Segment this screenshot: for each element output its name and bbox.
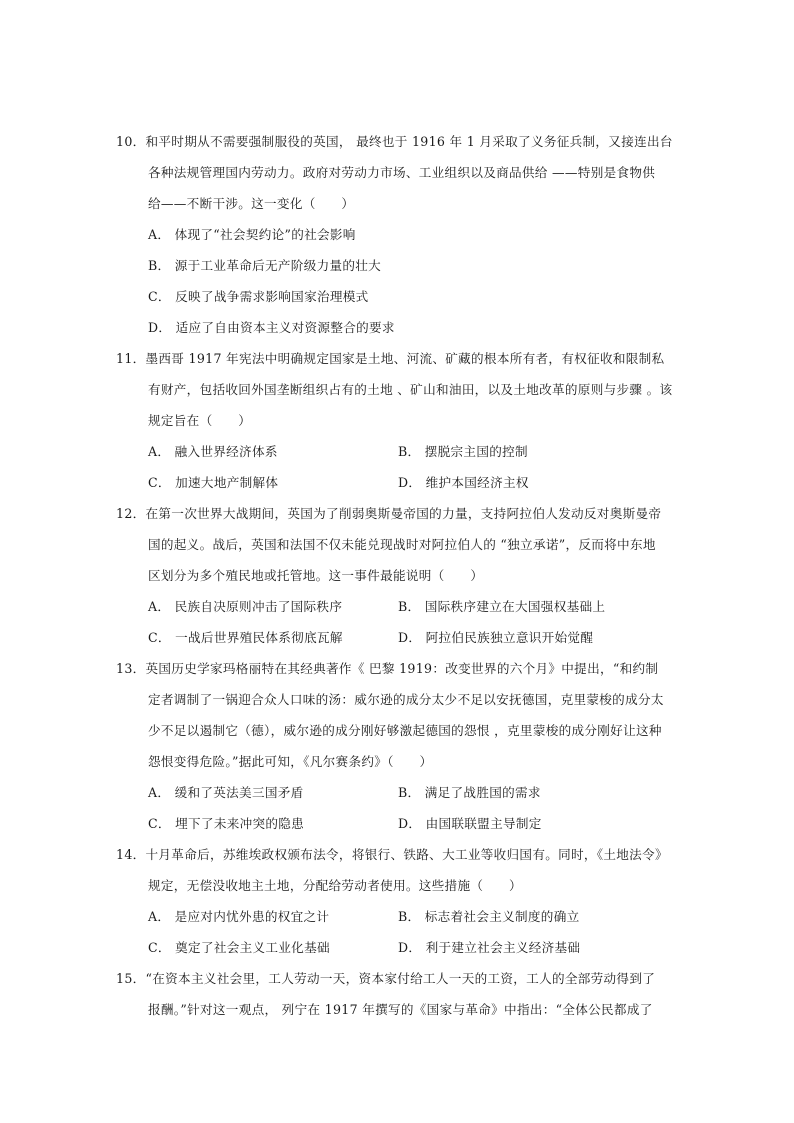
question-14-option-d: D． 利于建立社会主义经济基础: [398, 940, 581, 955]
question-12-option-b: B． 国际秩序建立在大国强权基础上: [398, 599, 606, 614]
question-13-option-b: B． 满足了战胜国的需求: [398, 785, 541, 800]
question-10-line-1: 10．和平时期从不需要强制服役的英国， 最终也于 1916 年 1 月采取了义务征兵制，又接连出台: [116, 134, 673, 149]
question-12-option-d: D． 阿拉伯民族独立意识开始觉醒: [398, 630, 594, 645]
question-13-line-4: 怨恨变得危险。”据此可知，《凡尔赛条约》（ ）: [148, 754, 433, 769]
question-12-line-1: 12．在第一次世界大战期间，英国为了削弱奥斯曼帝国的力量，支持阿拉伯人发动反对奥斯曼帝: [116, 506, 662, 521]
question-12-option-c: C． 一战后世界殖民体系彻底瓦解: [148, 630, 343, 645]
question-13-option-d: D． 由国联联盟主导制定: [398, 816, 542, 831]
question-13-line-1: 13．英国历史学家玛格丽特在其经典著作《 巴黎 1919：改变世界的六个月》中提出，“和约制: [116, 661, 659, 676]
question-10-line-3: 给——不断干涉。这一变化（ ）: [148, 196, 355, 211]
question-12-line-3: 区划分为多个殖民地或托管地。这一事件最能说明（ ）: [148, 568, 484, 583]
question-10-option-b: B． 源于工业革命后无产阶级力量的壮大: [148, 258, 382, 273]
question-10-option-d: D． 适应了自由资本主义对资源整合的要求: [148, 320, 395, 335]
question-11-option-a: A． 融入世界经济体系: [148, 444, 278, 459]
question-10-option-c: C． 反映了战争需求影响国家治理模式: [148, 289, 369, 304]
question-11-line-2: 有财产，包括收回外国垄断组织占有的土地 、矿山和油田，以及土地改革的原则与步骤 。该: [148, 382, 673, 397]
question-11-option-b: B． 摆脱宗主国的控制: [398, 444, 528, 459]
question-13-line-3: 少不足以遏制它（德），威尔逊的成分刚好够激起德国的怨恨 ，克里蒙梭的成分刚好让这种: [148, 723, 662, 738]
question-11-option-c: C． 加速大地产制解体: [148, 475, 279, 490]
question-13-line-2: 定者调制了一锅迎合众人口味的汤：威尔逊的成分太少不足以安抚德国，克里蒙梭的成分太: [148, 692, 664, 707]
question-14-line-1: 14．十月革命后，苏维埃政权颁布法令，将银行、铁路、大工业等收归国有。同时，《土地法令》: [116, 847, 668, 862]
question-11-option-d: D． 维护本国经济主权: [398, 475, 529, 490]
question-10-line-2: 各种法规管理国内劳动力。政府对劳动力市场、工业组织以及商品供给 ——特别是食物供: [148, 165, 656, 180]
question-14-option-b: B． 标志着社会主义制度的确立: [398, 909, 580, 924]
question-12-line-2: 国的起义。战后，英国和法国不仅未能兑现战时对阿拉伯人的 “独立承诺”，反而将中东地: [148, 537, 656, 552]
question-11-line-1: 11．墨西哥 1917 年宪法中明确规定国家是土地、河流、矿藏的根本所有者，有权征收和限制私: [116, 351, 665, 366]
question-14-option-c: C． 奠定了社会主义工业化基础: [148, 940, 330, 955]
question-14-option-a: A． 是应对内忧外患的权宜之计: [148, 909, 330, 924]
question-13-option-c: C． 埋下了未来冲突的隐患: [148, 816, 305, 831]
question-14-line-2: 规定，无偿没收地主土地，分配给劳动者使用。这些措施（ ）: [148, 878, 522, 893]
question-11-line-3: 规定旨在（ ）: [148, 413, 252, 428]
question-13-option-a: A． 缓和了英法美三国矛盾: [148, 785, 304, 800]
question-15-line-1: 15．“在资本主义社会里，工人劳动一天，资本家付给工人一天的工资，工人的全部劳动得到了: [116, 971, 656, 986]
question-12-option-a: A． 民族自决原则冲击了国际秩序: [148, 599, 343, 614]
question-10-option-a: A． 体现了“社会契约论”的社会影响: [148, 227, 356, 242]
question-15-line-2: 报酬。”针对这一观点， 列宁在 1917 年撰写的《国家与革命》中指出：“全体公民都成了: [148, 1002, 653, 1017]
